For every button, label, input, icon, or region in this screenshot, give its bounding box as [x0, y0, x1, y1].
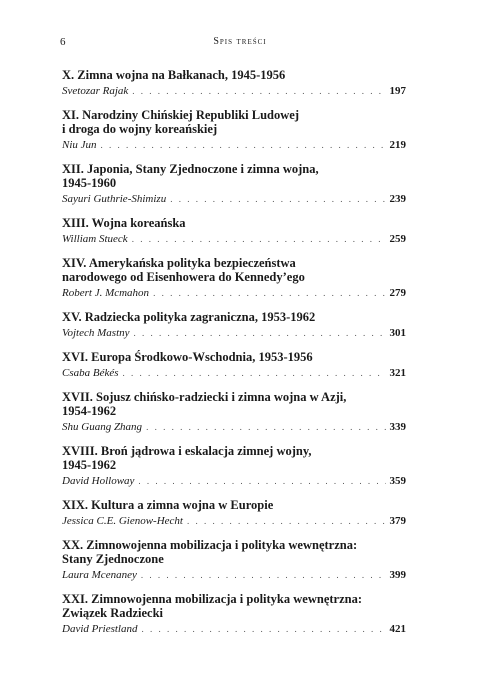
chapter-author: Csaba Békés: [62, 367, 119, 379]
author-line: [62, 622, 406, 636]
chapter-title-line: XXI. Zimnowojenna mobilizacja i polityka wewnętrzna:: [62, 592, 362, 606]
chapter-title: [62, 68, 406, 82]
dot-leader: [153, 286, 385, 300]
toc-entry: [62, 444, 406, 488]
chapter-author: Svetozar Rajak: [62, 85, 129, 97]
author-line: [62, 568, 406, 582]
chapter-title-line: XII. Japonia, Stany Zjednoczone i zimna wojna,: [62, 162, 319, 176]
toc-entry: [62, 68, 406, 98]
chapter-title-line: i droga do wojny koreańskiej: [62, 122, 218, 136]
chapter-title-line: XVIII. Broń jądrowa i eskalacja zimnej wojny,: [62, 444, 312, 458]
page-header: [60, 36, 420, 52]
dot-leader: [170, 192, 385, 206]
author-line: [62, 474, 406, 488]
running-title: Spis treści: [213, 36, 267, 47]
toc-entry: [62, 390, 406, 434]
chapter-page-number: 239: [389, 193, 406, 205]
chapter-author: Robert J. Mcmahon: [62, 287, 150, 299]
chapter-author: David Priestland: [62, 623, 138, 635]
dot-leader: [132, 84, 385, 98]
dot-leader: [123, 366, 386, 380]
chapter-title: [62, 162, 406, 190]
dot-leader: [187, 514, 386, 528]
chapter-page-number: 279: [389, 287, 406, 299]
dot-leader: [134, 326, 386, 340]
chapter-title: [62, 592, 406, 620]
chapter-title-line: 1945-1960: [62, 176, 117, 190]
toc-entry: [62, 592, 406, 636]
chapter-author: David Holloway: [62, 475, 135, 487]
toc-entry: [62, 538, 406, 582]
table-of-contents: [62, 68, 406, 646]
chapter-title-line: XI. Narodziny Chińskiej Republiki Ludowej: [62, 108, 299, 122]
author-line: [62, 232, 406, 246]
dot-leader: [138, 474, 385, 488]
chapter-title-line: 1945-1962: [62, 458, 117, 472]
toc-entry: [62, 350, 406, 380]
author-line: [62, 286, 406, 300]
chapter-title: [62, 256, 406, 284]
chapter-author: Sayuri Guthrie-Shimizu: [62, 193, 167, 205]
chapter-page-number: 259: [389, 233, 406, 245]
author-line: [62, 514, 406, 528]
chapter-title: [62, 108, 406, 136]
dot-leader: [101, 138, 386, 152]
toc-entry: [62, 310, 406, 340]
chapter-title-line: narodowego od Eisenhowera do Kennedy’ego: [62, 270, 305, 284]
chapter-author: Laura Mcenaney: [62, 569, 137, 581]
chapter-title: [62, 444, 406, 472]
chapter-title-line: XIV. Amerykańska polityka bezpieczeństwa: [62, 256, 296, 270]
toc-entry: [62, 108, 406, 152]
author-line: [62, 192, 406, 206]
chapter-page-number: 359: [389, 475, 406, 487]
chapter-title: [62, 538, 406, 566]
chapter-title: [62, 498, 406, 512]
chapter-author: Jessica C.E. Gienow-Hecht: [62, 515, 183, 527]
author-line: [62, 138, 406, 152]
dot-leader: [141, 568, 386, 582]
chapter-author: Niu Jun: [62, 139, 97, 151]
chapter-title-line: X. Zimna wojna na Bałkanach, 1945-1956: [62, 68, 286, 82]
chapter-page-number: 339: [389, 421, 406, 433]
toc-entry: [62, 162, 406, 206]
chapter-page-number: 379: [389, 515, 406, 527]
dot-leader: [132, 232, 386, 246]
chapter-page-number: 399: [389, 569, 406, 581]
page-number: 6: [60, 36, 66, 48]
author-line: [62, 366, 406, 380]
chapter-title-line: XV. Radziecka polityka zagraniczna, 1953-1962: [62, 310, 316, 324]
dot-leader: [146, 420, 385, 434]
chapter-title-line: XVII. Sojusz chińsko-radziecki i zimna wojna w Azji,: [62, 390, 347, 404]
chapter-page-number: 197: [389, 85, 406, 97]
chapter-page-number: 321: [389, 367, 406, 379]
toc-entry: [62, 498, 406, 528]
chapter-author: Shu Guang Zhang: [62, 421, 143, 433]
author-line: [62, 326, 406, 340]
chapter-title: [62, 310, 406, 324]
chapter-author: William Stueck: [62, 233, 128, 245]
chapter-title-line: Stany Zjednoczone: [62, 552, 164, 566]
chapter-title: [62, 216, 406, 230]
chapter-title: [62, 350, 406, 364]
chapter-title-line: XIX. Kultura a zimna wojna w Europie: [62, 498, 274, 512]
chapter-page-number: 301: [389, 327, 406, 339]
toc-entry: [62, 256, 406, 300]
dot-leader: [141, 622, 385, 636]
chapter-title-line: XX. Zimnowojenna mobilizacja i polityka wewnętrzna:: [62, 538, 358, 552]
chapter-page-number: 219: [389, 139, 406, 151]
chapter-title-line: XIII. Wojna koreańska: [62, 216, 186, 230]
chapter-title: [62, 390, 406, 418]
chapter-page-number: 421: [389, 623, 406, 635]
chapter-title-line: Związek Radziecki: [62, 606, 164, 620]
toc-entry: [62, 216, 406, 246]
chapter-title-line: 1954-1962: [62, 404, 117, 418]
author-line: [62, 420, 406, 434]
chapter-author: Vojtech Mastny: [62, 327, 130, 339]
chapter-title-line: XVI. Europa Środkowo-Wschodnia, 1953-1956: [62, 350, 313, 364]
author-line: [62, 84, 406, 98]
